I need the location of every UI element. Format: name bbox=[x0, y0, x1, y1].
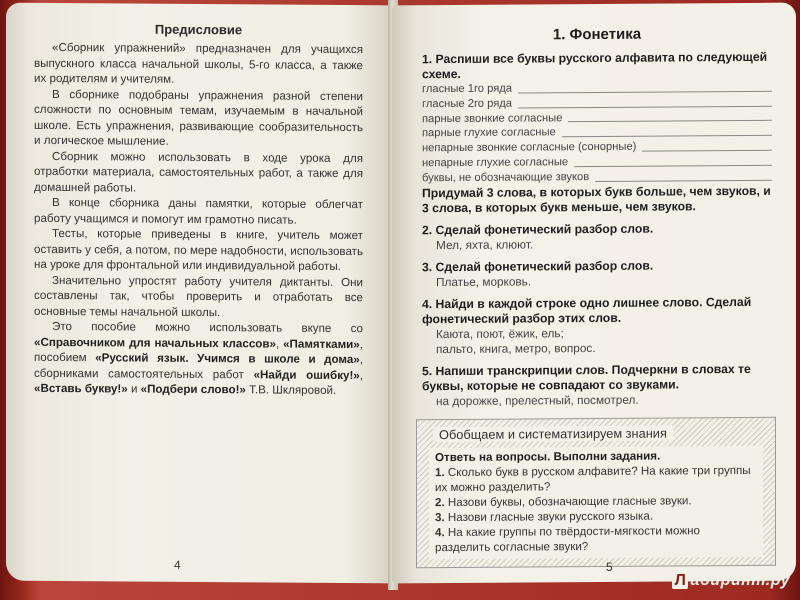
task-2-title: 2. Сделай фонетический разбор слов. bbox=[422, 221, 654, 237]
task-2-words: Мел, яхта, клюют. bbox=[436, 237, 534, 252]
task-4-line: Каюта, поют, ёжик, ель; bbox=[436, 325, 564, 341]
preface-title: Предисловие bbox=[154, 21, 243, 38]
preface-paragraph: «Сборник упражнений» предназначен для учащихся выпускного класса начальной школы, 5-го класса, а также их родителям и учителям. bbox=[34, 40, 363, 86]
fill-line: гласные 1го ряда bbox=[422, 80, 772, 97]
section-title: 1. Фонетика bbox=[552, 25, 642, 44]
task-4-line: пальто, книга, метро, вопрос. bbox=[436, 340, 596, 356]
summary-heading: Обобщаем и систематизируем знания bbox=[433, 425, 673, 442]
task-3-title: 3. Сделай фонетический разбор слов. bbox=[422, 258, 654, 274]
fill-line: непарные звонкие согласные (сонорные) bbox=[422, 139, 772, 156]
task-1-title: 1. Распиши все буквы русского алфавита по следующей схеме. bbox=[422, 49, 768, 82]
preface-last-paragraph: Это пособие можно использовать вкупе со «Справочником для начальных классов», «Памятками», пособием «Русский язык. Учимся в школе и дома», сборниками самостоятельных работ «Найди ошибку!», «Вставь букву!» и «Подбери слово!» Т.В. Шкляровой. bbox=[34, 319, 363, 397]
task-5-title: 5. Напиши транскрипции слов. Подчеркни в словах те буквы, которые не совпадают со звуками. bbox=[422, 361, 751, 393]
page-number-right: 5 bbox=[606, 559, 613, 574]
summary-intro: Ответь на вопросы. Выполни задания. bbox=[435, 449, 661, 464]
fill-line: буквы, не обозначающие звуков bbox=[422, 169, 772, 186]
summary-question: 1. Сколько букв в русском алфавите? На какие три группы их можно разделить? bbox=[435, 463, 751, 494]
page-number-left: 4 bbox=[174, 557, 181, 572]
task-1-extra: Придумай 3 слова, в которых букв больше, чем звуков, и 3 слова, в которых букв меньше, чем звуков. bbox=[422, 183, 771, 215]
fill-line: парные звонкие согласные bbox=[422, 109, 772, 126]
task-5-words: на дорожке, прелестный, посмотрел. bbox=[436, 392, 639, 408]
fill-line: непарные глухие согласные bbox=[422, 154, 772, 171]
fill-line: парные глухие согласные bbox=[422, 124, 772, 141]
preface-paragraph: В сборнике подобраны упражнения разной степени сложности по основным темам, изучаемым в начальной школе. Есть упражнения, развивающие сообразительность и логическое мышление. bbox=[34, 87, 363, 148]
watermark-text: абиринт.ру bbox=[690, 572, 790, 589]
watermark-logo bbox=[672, 572, 790, 590]
summary-question: 4. На какие группы по твёрдости-мягкости можно разделить согласные звуки? bbox=[435, 523, 700, 554]
task-3-words: Платье, морковь. bbox=[436, 274, 532, 289]
task-4-title: 4. Найди в каждой строке одно лишнее слово. Сделай фонетический разбор этих слов. bbox=[422, 294, 752, 326]
preface-paragraph: В конце сборника даны памятки, которые облегчат работу учащимся и помогут им грамотно писать. bbox=[34, 195, 363, 227]
preface-paragraph: Тесты, которые приведены в книге, учитель может оставить у себя, а потом, по мере надобности, использовать на уроке для фронтальной или индивидуальной работы. bbox=[34, 226, 363, 273]
fill-line: гласные 2го ряда bbox=[422, 95, 772, 112]
watermark-letter: Л bbox=[672, 573, 688, 589]
summary-box bbox=[416, 416, 776, 568]
summary-question: 2. Назови буквы, обозначающие гласные звуки. bbox=[435, 493, 692, 509]
summary-content bbox=[429, 445, 763, 558]
preface-paragraph: Сборник можно использовать в ходе урока для отработки материала, самостоятельных работ, а также для домашней работы. bbox=[34, 149, 363, 195]
left-page bbox=[6, 3, 393, 584]
preface-paragraph: Значительно упростят работу учителя диктанты. Они составлены так, чтобы проверить и отработать все основные темы начальной школы. bbox=[34, 273, 363, 319]
right-page bbox=[392, 3, 796, 584]
summary-question: 3. Назови гласные звуки русского языка. bbox=[435, 509, 654, 524]
